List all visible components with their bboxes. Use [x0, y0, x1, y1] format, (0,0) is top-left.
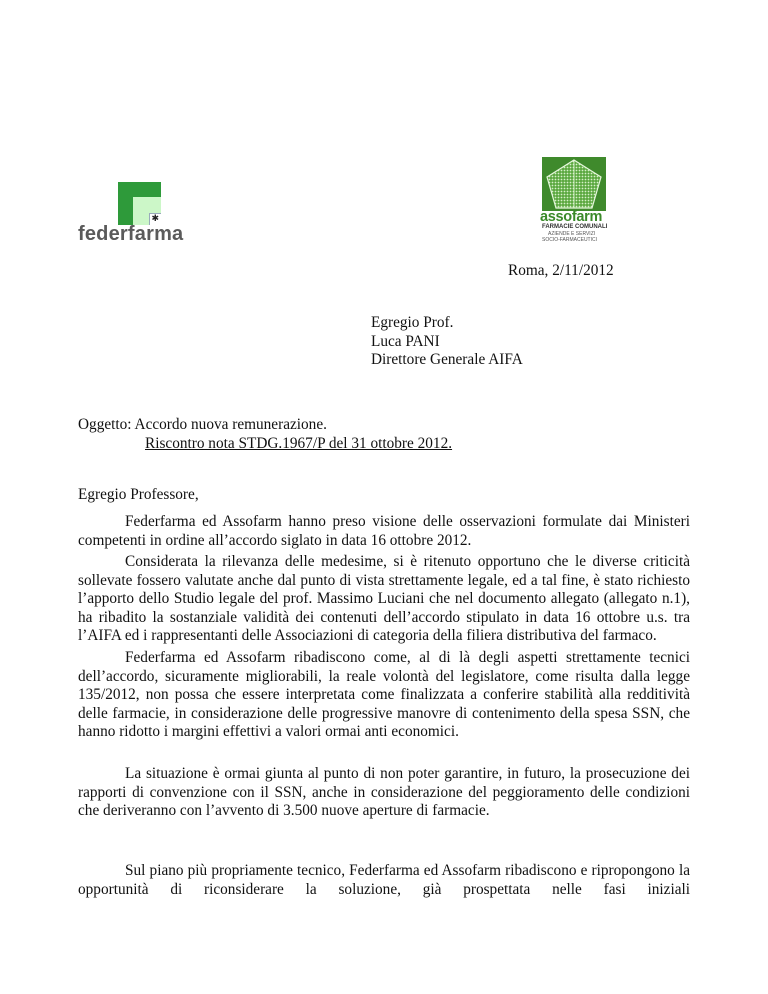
- assofarm-logo-mark: [542, 157, 606, 211]
- letter-date: Roma, 2/11/2012: [508, 262, 614, 279]
- recipient-address: [371, 314, 523, 370]
- body-paragraph: Considerata la rilevanza delle medesime, si è ritenuto opportuno che le diverse criticità sollevate fossero valutate anche dal punto di vista strettamente legale, ed a tal fine, è stato richiesto l’apporto dello Studio legale del prof. Massimo Luciani che nel documento allegato (allegato n.1), ha ribadito la sostanziale validità dei contenuti dell’accordo stipulato in data 16 ottobre u.s. tra l’AIFA ed i rappresentanti delle Associazioni di categoria della filiera distributiva del farmaco.: [78, 553, 690, 645]
- recipient-line: Egregio Prof.: [371, 314, 454, 331]
- assofarm-subtitle: AZIENDE E SERVIZI: [548, 231, 596, 237]
- body-paragraph: Federfarma ed Assofarm hanno preso visione delle osservazioni formulate dai Ministeri competenti in ordine all’accordo siglato in data 16 ottobre 2012.: [78, 513, 690, 549]
- body-paragraph: Federfarma ed Assofarm ribadiscono come, al di là degli aspetti strettamente tecnici dell’accordo, sicuramente migliorabili, la reale volontà del legislatore, come risulta dalla legge 135/2012, non possa che essere interpretata come finalizzata a conferire stabilità alla redditività delle farmacie, in considerazione delle progressive manovre di contenimento della spesa SSN, che hanno ridotto i margini effettivi a valori ormai anti economici.: [78, 649, 690, 741]
- assofarm-logo: [538, 157, 614, 247]
- mortar-pestle-icon: ✱: [151, 214, 159, 224]
- recipient-line: Direttore Generale AIFA: [371, 351, 523, 369]
- assofarm-subtitle: SOCIO-FARMACEUTICI: [542, 237, 598, 243]
- subject-line-1: Accordo nuova remunerazione.: [134, 416, 327, 433]
- assofarm-subtitle: FARMACIE COMUNALI: [542, 224, 608, 230]
- recipient-line: Luca PANI: [371, 332, 440, 350]
- federfarma-logo-mark: [118, 182, 161, 225]
- pentagon-grid-icon: [542, 157, 606, 211]
- federfarma-logo: [78, 180, 198, 246]
- body-paragraph: Sul piano più propriamente tecnico, Federfarma ed Assofarm ribadiscono e ripropongono la opportunità di riconsiderare la soluzione, già prospettata nelle fasi iniziali: [78, 862, 690, 898]
- subject-label: Oggetto:: [78, 416, 132, 433]
- subject-line-2: Riscontro nota STDG.1967/P del 31 ottobre 2012.: [145, 434, 453, 452]
- federfarma-logo-text: federfarma: [78, 223, 184, 245]
- salutation: Egregio Professore,: [78, 486, 199, 503]
- assofarm-logo-text: assofarm: [540, 209, 603, 225]
- body-paragraph: La situazione è ormai giunta al punto di non poter garantire, in futuro, la prosecuzione dei rapporti di convenzione con il SSN, anche in considerazione del peggioramento delle condizioni che deriveranno con l’avvento di 3.500 nuove aperture di farmacie.: [78, 765, 690, 820]
- subject: [78, 416, 452, 453]
